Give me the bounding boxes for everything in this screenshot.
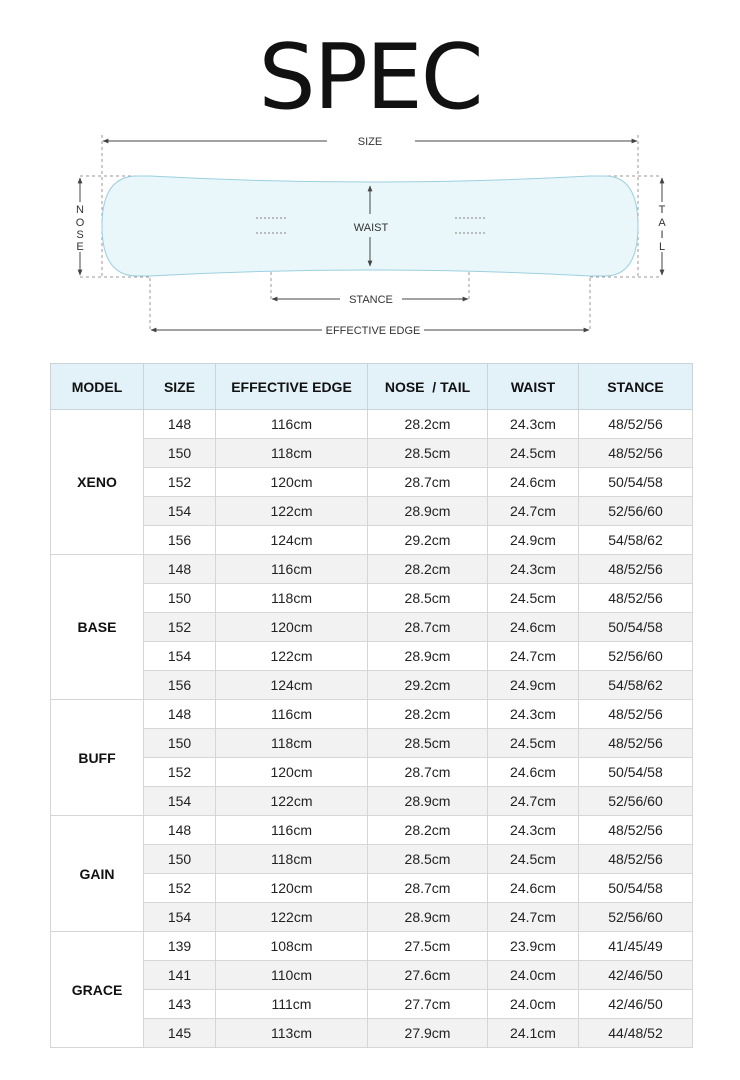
- tail-letter: T: [658, 204, 666, 216]
- nose-tail-cell: 27.5cm: [368, 932, 488, 961]
- table-row: [51, 642, 693, 671]
- nose-tail-cell: 27.6cm: [368, 961, 488, 990]
- nose-tail-cell: 28.2cm: [368, 555, 488, 584]
- table-row: [51, 845, 693, 874]
- size-cell: 148: [144, 816, 216, 845]
- stance-cell: 48/52/56: [579, 555, 693, 584]
- stance-cell: 50/54/58: [579, 613, 693, 642]
- stance-cell: 41/45/49: [579, 932, 693, 961]
- effective-edge-label: EFFECTIVE EDGE: [325, 325, 421, 337]
- effective-edge-cell: 116cm: [216, 700, 368, 729]
- waist-cell: 24.7cm: [488, 497, 579, 526]
- effective-edge-cell: 116cm: [216, 410, 368, 439]
- waist-label: WAIST: [353, 222, 389, 234]
- nose-tail-cell: 28.9cm: [368, 642, 488, 671]
- table-row: [51, 439, 693, 468]
- waist-cell: 24.6cm: [488, 468, 579, 497]
- nose-tail-cell: 28.5cm: [368, 584, 488, 613]
- stance-cell: 54/58/62: [579, 526, 693, 555]
- waist-cell: 24.1cm: [488, 1019, 579, 1048]
- nose-tail-cell: 28.9cm: [368, 787, 488, 816]
- nose-tail-cell: 28.9cm: [368, 497, 488, 526]
- header-nose-tail: NOSE / TAIL: [368, 364, 488, 410]
- model-cell: BASE: [51, 555, 144, 700]
- effective-edge-cell: 120cm: [216, 758, 368, 787]
- waist-cell: 24.3cm: [488, 555, 579, 584]
- effective-edge-cell: 116cm: [216, 555, 368, 584]
- size-cell: 148: [144, 410, 216, 439]
- nose-letter: O: [75, 217, 85, 229]
- waist-cell: 24.5cm: [488, 845, 579, 874]
- model-cell: BUFF: [51, 700, 144, 816]
- stance-cell: 50/54/58: [579, 468, 693, 497]
- waist-cell: 24.5cm: [488, 439, 579, 468]
- nose-tail-cell: 28.2cm: [368, 410, 488, 439]
- header-effective-edge: EFFECTIVE EDGE: [216, 364, 368, 410]
- size-cell: 152: [144, 613, 216, 642]
- size-cell: 154: [144, 497, 216, 526]
- size-cell: 150: [144, 439, 216, 468]
- table-row: [51, 874, 693, 903]
- effective-edge-cell: 124cm: [216, 671, 368, 700]
- table-row: [51, 613, 693, 642]
- size-cell: 148: [144, 700, 216, 729]
- tail-letter: I: [660, 229, 664, 241]
- size-label: SIZE: [357, 136, 383, 148]
- effective-edge-cell: 108cm: [216, 932, 368, 961]
- table-row: [51, 787, 693, 816]
- table-row: [51, 497, 693, 526]
- model-cell: GAIN: [51, 816, 144, 932]
- waist-cell: 24.0cm: [488, 961, 579, 990]
- size-cell: 150: [144, 584, 216, 613]
- waist-cell: 24.7cm: [488, 903, 579, 932]
- size-cell: 139: [144, 932, 216, 961]
- size-cell: 145: [144, 1019, 216, 1048]
- effective-edge-cell: 113cm: [216, 1019, 368, 1048]
- header-size: SIZE: [144, 364, 216, 410]
- model-cell: XENO: [51, 410, 144, 555]
- table-row: [51, 990, 693, 1019]
- size-cell: 152: [144, 874, 216, 903]
- size-cell: 156: [144, 671, 216, 700]
- stance-cell: 52/56/60: [579, 787, 693, 816]
- waist-cell: 24.3cm: [488, 700, 579, 729]
- effective-edge-cell: 122cm: [216, 903, 368, 932]
- nose-tail-cell: 28.2cm: [368, 700, 488, 729]
- waist-cell: 23.9cm: [488, 932, 579, 961]
- table-row: [51, 555, 693, 584]
- size-cell: 150: [144, 845, 216, 874]
- nose-tail-cell: 27.9cm: [368, 1019, 488, 1048]
- waist-cell: 24.5cm: [488, 584, 579, 613]
- nose-tail-cell: 28.5cm: [368, 845, 488, 874]
- table-row: [51, 961, 693, 990]
- spec-table: [50, 363, 693, 1048]
- size-cell: 152: [144, 758, 216, 787]
- size-cell: 154: [144, 787, 216, 816]
- stance-cell: 48/52/56: [579, 439, 693, 468]
- effective-edge-cell: 118cm: [216, 729, 368, 758]
- waist-cell: 24.7cm: [488, 787, 579, 816]
- size-cell: 150: [144, 729, 216, 758]
- stance-cell: 48/52/56: [579, 729, 693, 758]
- table-row: [51, 584, 693, 613]
- effective-edge-cell: 118cm: [216, 584, 368, 613]
- size-cell: 148: [144, 555, 216, 584]
- table-row: [51, 468, 693, 497]
- stance-cell: 48/52/56: [579, 410, 693, 439]
- waist-cell: 24.9cm: [488, 671, 579, 700]
- size-cell: 143: [144, 990, 216, 1019]
- waist-cell: 24.9cm: [488, 526, 579, 555]
- stance-cell: 52/56/60: [579, 497, 693, 526]
- stance-cell: 48/52/56: [579, 816, 693, 845]
- effective-edge-cell: 116cm: [216, 816, 368, 845]
- stance-cell: 44/48/52: [579, 1019, 693, 1048]
- nose-tail-cell: 28.7cm: [368, 758, 488, 787]
- nose-letter: N: [76, 204, 84, 216]
- effective-edge-cell: 120cm: [216, 613, 368, 642]
- table-row: [51, 729, 693, 758]
- nose-tail-cell: 29.2cm: [368, 526, 488, 555]
- nose-tail-cell: 28.2cm: [368, 816, 488, 845]
- stance-cell: 50/54/58: [579, 874, 693, 903]
- nose-tail-cell: 28.5cm: [368, 729, 488, 758]
- table-row: [51, 671, 693, 700]
- model-cell: GRACE: [51, 932, 144, 1048]
- size-cell: 152: [144, 468, 216, 497]
- table-row: [51, 410, 693, 439]
- table-row: [51, 903, 693, 932]
- table-row: [51, 758, 693, 787]
- stance-cell: 52/56/60: [579, 642, 693, 671]
- effective-edge-cell: 122cm: [216, 642, 368, 671]
- size-cell: 154: [144, 903, 216, 932]
- page-title: SPEC: [258, 25, 482, 130]
- stance-cell: 42/46/50: [579, 961, 693, 990]
- nose-tail-cell: 27.7cm: [368, 990, 488, 1019]
- table-row: [51, 932, 693, 961]
- waist-cell: 24.3cm: [488, 816, 579, 845]
- nose-tail-cell: 28.9cm: [368, 903, 488, 932]
- stance-cell: 48/52/56: [579, 700, 693, 729]
- header-model: MODEL: [51, 364, 144, 410]
- effective-edge-cell: 120cm: [216, 468, 368, 497]
- waist-cell: 24.6cm: [488, 613, 579, 642]
- size-cell: 154: [144, 642, 216, 671]
- tail-letter: L: [658, 241, 666, 253]
- effective-edge-cell: 118cm: [216, 439, 368, 468]
- stance-cell: 42/46/50: [579, 990, 693, 1019]
- nose-tail-cell: 29.2cm: [368, 671, 488, 700]
- header-stance: STANCE: [579, 364, 693, 410]
- waist-cell: 24.6cm: [488, 874, 579, 903]
- size-cell: 156: [144, 526, 216, 555]
- stance-cell: 54/58/62: [579, 671, 693, 700]
- stance-cell: 52/56/60: [579, 903, 693, 932]
- effective-edge-cell: 110cm: [216, 961, 368, 990]
- snowboard-diagram: [0, 130, 740, 345]
- stance-label: STANCE: [349, 294, 393, 306]
- waist-cell: 24.7cm: [488, 642, 579, 671]
- effective-edge-cell: 122cm: [216, 497, 368, 526]
- nose-tail-cell: 28.5cm: [368, 439, 488, 468]
- stance-cell: 48/52/56: [579, 584, 693, 613]
- header-row: [51, 364, 693, 410]
- effective-edge-cell: 122cm: [216, 787, 368, 816]
- nose-tail-cell: 28.7cm: [368, 874, 488, 903]
- tail-letter: A: [658, 217, 666, 229]
- effective-edge-cell: 111cm: [216, 990, 368, 1019]
- waist-cell: 24.0cm: [488, 990, 579, 1019]
- stance-cell: 48/52/56: [579, 845, 693, 874]
- waist-cell: 24.3cm: [488, 410, 579, 439]
- header-waist: WAIST: [488, 364, 579, 410]
- nose-letter: E: [76, 241, 84, 253]
- table-row: [51, 526, 693, 555]
- effective-edge-cell: 118cm: [216, 845, 368, 874]
- nose-letter: S: [76, 229, 84, 241]
- nose-tail-cell: 28.7cm: [368, 613, 488, 642]
- waist-cell: 24.6cm: [488, 758, 579, 787]
- size-cell: 141: [144, 961, 216, 990]
- effective-edge-cell: 120cm: [216, 874, 368, 903]
- nose-tail-cell: 28.7cm: [368, 468, 488, 497]
- table-row: [51, 700, 693, 729]
- table-row: [51, 816, 693, 845]
- table-row: [51, 1019, 693, 1048]
- stance-cell: 50/54/58: [579, 758, 693, 787]
- effective-edge-cell: 124cm: [216, 526, 368, 555]
- waist-cell: 24.5cm: [488, 729, 579, 758]
